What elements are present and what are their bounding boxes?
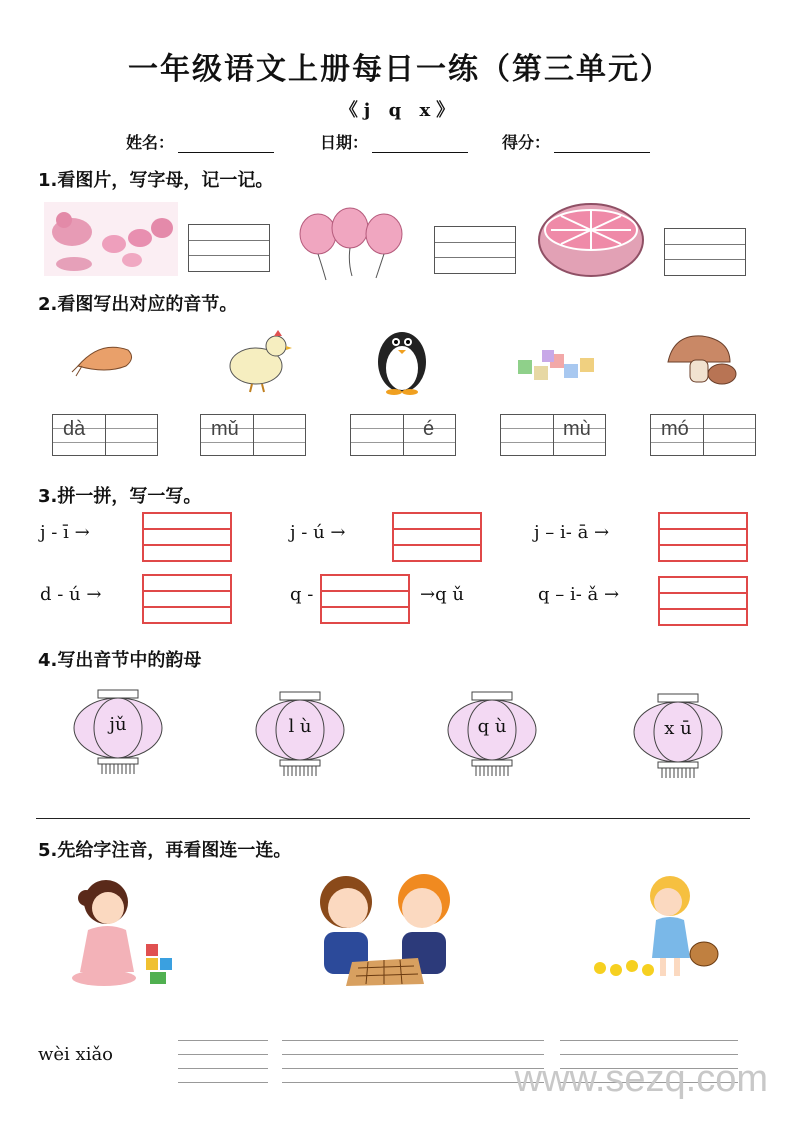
lantern-2 bbox=[254, 690, 346, 780]
shrimp-icon bbox=[70, 336, 140, 380]
page-title: 一年级语文上册每日一练（第三单元） bbox=[128, 52, 672, 87]
balloons-icon bbox=[296, 206, 406, 282]
lantern-syllable-4: x ū bbox=[664, 718, 692, 739]
q1-heading: 1.看图片，写字母，记一记。 bbox=[38, 170, 274, 191]
q2-pinyin-box-2[interactable] bbox=[200, 414, 306, 456]
lantern-4 bbox=[632, 692, 724, 782]
watermelon-icon bbox=[536, 200, 646, 280]
q3-expr-2: j - ú → bbox=[290, 522, 346, 543]
q2-heading: 2.看图写出对应的音节。 bbox=[38, 294, 238, 315]
q3-answer-box-5[interactable] bbox=[320, 574, 410, 624]
q2-pinyin-box-3[interactable] bbox=[350, 414, 456, 456]
q2-pinyin-box-1[interactable] bbox=[52, 414, 158, 456]
lantern-1 bbox=[72, 688, 164, 778]
section-divider bbox=[36, 818, 750, 819]
q2-pinyin-left-2: mǔ bbox=[211, 418, 239, 440]
name-field bbox=[126, 130, 274, 153]
q3-answer-box-3[interactable] bbox=[658, 512, 748, 562]
q3-expr-4: d - ú → bbox=[40, 584, 102, 605]
lantern-3 bbox=[446, 690, 538, 780]
q3-answer-box-4[interactable] bbox=[142, 574, 232, 624]
penguin-icon bbox=[372, 320, 432, 396]
blocks-icon bbox=[514, 346, 598, 386]
q3-answer-box-2[interactable] bbox=[392, 512, 482, 562]
lantern-syllable-1: jǔ bbox=[109, 714, 127, 735]
q1-writing-box-2[interactable] bbox=[434, 226, 516, 274]
lantern-syllable-2: l ù bbox=[288, 716, 312, 737]
score-blank[interactable] bbox=[554, 134, 650, 153]
q3-expr-3: j – i- ā → bbox=[534, 522, 610, 543]
q3-heading: 3.拼一拼，写一写。 bbox=[38, 486, 202, 507]
q2-pinyin-right-3: é bbox=[423, 418, 435, 440]
q3-answer-box-6[interactable] bbox=[658, 576, 748, 626]
score-field bbox=[502, 130, 650, 153]
q3-expr-1: j - ī → bbox=[40, 522, 90, 543]
q2-pinyin-left-1: dà bbox=[63, 418, 86, 440]
q3-expr-5-post: →q ǔ bbox=[420, 584, 464, 605]
date-field bbox=[320, 130, 468, 153]
q5-pinyin: wèi xiǎo bbox=[38, 1044, 114, 1065]
q5-answer-lines-2[interactable] bbox=[282, 1040, 544, 1082]
q2-pinyin-box-5[interactable] bbox=[650, 414, 756, 456]
lantern-syllable-3: q ù bbox=[477, 716, 507, 737]
name-blank[interactable] bbox=[178, 134, 274, 153]
mushroom-icon bbox=[664, 332, 738, 390]
name-label: 姓名： bbox=[126, 133, 175, 152]
q1-writing-box-1[interactable] bbox=[188, 224, 270, 272]
q2-pinyin-left-5: mó bbox=[661, 418, 689, 440]
score-label: 得分： bbox=[502, 133, 551, 152]
q4-heading: 4.写出音节中的韵母 bbox=[38, 650, 202, 671]
q3-expr-6: q – i- ǎ → bbox=[538, 584, 620, 605]
girl-building-blocks-icon bbox=[64, 874, 174, 990]
q5-answer-lines-1[interactable] bbox=[178, 1040, 268, 1082]
q3-answer-box-1[interactable] bbox=[142, 512, 232, 562]
girl-feeding-chicks-icon bbox=[584, 874, 724, 988]
page-subtitle: 《j q x》 bbox=[339, 100, 461, 121]
q5-heading: 5.先给字注音，再看图连一连。 bbox=[38, 840, 292, 861]
q1-writing-box-3[interactable] bbox=[664, 228, 746, 276]
date-blank[interactable] bbox=[372, 134, 468, 153]
date-label: 日期： bbox=[320, 133, 369, 152]
hen-icon bbox=[222, 324, 292, 394]
q2-pinyin-right-4: mù bbox=[563, 418, 591, 440]
q3-expr-5-pre: q - bbox=[290, 584, 314, 605]
boys-playing-chess-icon bbox=[306, 872, 466, 992]
watermark: www.sezq.com bbox=[514, 1058, 768, 1100]
q2-pinyin-box-4[interactable] bbox=[500, 414, 606, 456]
chickens-icon bbox=[44, 202, 178, 276]
